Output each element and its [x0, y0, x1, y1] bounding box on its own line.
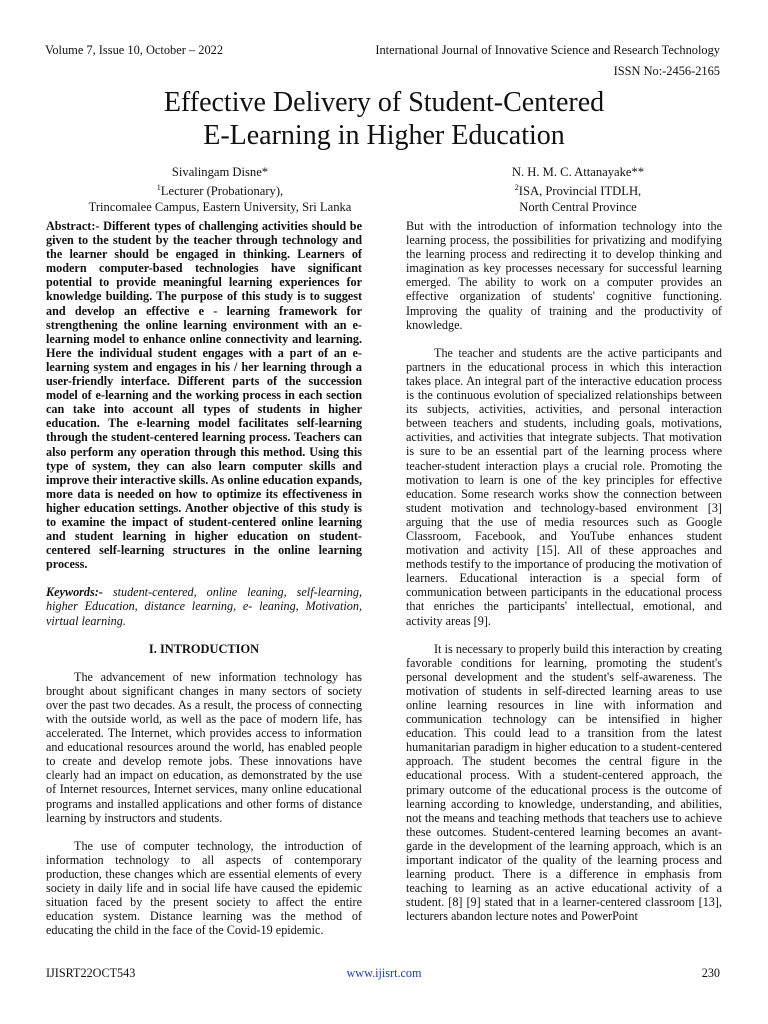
paper-title [0, 86, 768, 152]
keywords-label: Keywords:- [46, 585, 103, 600]
author-affiliation [428, 180, 728, 199]
abstract: Abstract:- Different types of challenging activities should be given to the student by the teacher through technology and the learner should be engaged in thinking. Learners of modern computer-based technologies have significant potential to provide meaningful learning experiences for knowledge building. The purpose of this study is to suggest and develop an effective e - learning framework for strengthening the online learning environment with an e-learning model to enhance online connectivity and learning. Here the individual student engages with a part of an e-learning system and engages in his / her learning through a user-friendly interface. Different parts of the succession model of e-learning and the working process in each section can take into account all types of students in higher education. The e-learning model facilitates self-learning through the student-centered learning process. Teachers can also perform any operation through this method. Using this type of system, they can also learn computer skills and improve their interactive skills. As online education expands, more data is needed on how to optimize its effectiveness in higher education settings. Another objective of this study is to examine the impact of student-centered online learning and student learning in higher education on student-centered self-learning structures in the online learning process. [46, 219, 362, 572]
author-block-2 [428, 164, 728, 215]
author-institution: North Central Province [519, 200, 637, 215]
affiliation-line: ISA, Provincial ITDLH, [518, 184, 642, 199]
author-affiliation [60, 180, 380, 199]
affiliation-marker: 2 [514, 183, 519, 192]
footer-paper-code: IJISRT22OCT543 [46, 966, 136, 980]
running-header-volume: Volume 7, Issue 10, October – 2022 [45, 43, 224, 57]
author-name: Sivalingam Disne* [171, 165, 269, 179]
right-column [406, 219, 722, 938]
author-name: N. H. M. C. Attanayake** [511, 165, 645, 179]
body-paragraph: The advancement of new information technology has brought about significant changes in many sectors of society over the past two decades. As a result, the process of connecting with the outside world, as well as the pace of modern life, has accelerated. The Internet, which provides access to information and educational resources around the world, has enabled people to create and develop remote jobs. These innovations have clearly had an impact on education, as demonstrated by the use of Internet resources, Internet services, many online educational programs and installed applications and other forms of distance learning by instructors and students. [46, 669, 362, 825]
body-paragraph: The use of computer technology, the introduction of information technology to all aspects of contemporary production, these changes which are essential elements of every society in daily life and in social life have caused the epidemic situation faced by the present society to affect the entire education system. Distance learning was the method of educating the child in the face of the Covid-19 epidemic. [46, 838, 362, 938]
footer-page-number: 230 [701, 966, 720, 980]
body-paragraph: But with the introduction of information technology into the learning process, the possibilities for privatizing and modifying the learning process and redirecting it to develop thinking and imagination as key processes necessary for successful learning emerged. The ability to work on a computer provides an effective organization of students' cognitive functioning. Improving the quality of training and the productivity of knowledge. [406, 219, 722, 332]
author-institution: Trincomalee Campus, Eastern University, Sri Lanka [88, 200, 352, 215]
left-column [46, 219, 362, 951]
body-paragraph: The teacher and students are the active participants and partners in the educational process in which this interaction takes place. An integral part of the interactive education process is the continuous evolution of specialized relationships between its subjects, activities, activities, and personal interaction between teachers and students, including goals, motivations, activities, and activities that integrate subjects. That motivation is sure to be an essential part of the learning process where teacher-student interaction plays a crucial role. Promoting the motivation to learn is one of the key principles for effective education. Some research works show the connection between student motivation and technology-based environment [3] arguing that the use of media resources such as Google Classroom, Facebook, and YouTube enhances student motivation and activity [15]. All of these approaches and methods testify to the importance of producing the motivation of learners. Educational interaction is a special form of communication between participants in the educational process that enriches the participants' intellectual, emotional, and activity areas [9]. [406, 345, 722, 628]
footer-website-link[interactable]: www.ijisrt.com [346, 966, 422, 980]
running-header-journal: International Journal of Innovative Science and Research Technology [375, 43, 720, 57]
keywords-text: student-centered, online leaning, self-learning, higher Education, distance learning, e- leaning, Motivation, virtual learning. [46, 585, 362, 628]
section-heading-introduction: I. INTRODUCTION [148, 641, 260, 656]
issn-number: ISSN No:-2456-2165 [613, 64, 720, 78]
affiliation-line: Lecturer (Probationary), [160, 184, 284, 199]
affiliation-marker: 1 [156, 183, 161, 192]
body-paragraph: It is necessary to properly build this interaction by creating favorable conditions for learning, promoting the student's personal development and the student's self-awareness. The motivation of students in self-directed learning areas to use online learning resources in line with information and communication technology can be intensified in higher education. This could lead to a transition from the latest humanitarian paradigm in higher education to a student-centered approach. The student becomes the central figure in the educational process. With a student-centered approach, the primary outcome of the educational process is the outcome of learning according to knowledge, understanding, and abilities, not the means and teaching methods that teachers use to achieve these outcomes. Student-centered learning becomes an avant-garde in the development of the learning approach, which is an important indicator of the quality of the learning process and learning product. There is a difference in emphasis from teaching to learning as an active educational activity of a student. [8] [9] stated that in a learner-centered classroom [13], lecturers abandon lecture notes and PowerPoint [406, 641, 722, 924]
title-line-1: Effective Delivery of Student-Centered [163, 87, 605, 118]
keywords [46, 585, 362, 627]
title-line-2: E-Learning in Higher Education [203, 120, 565, 151]
author-block-1 [60, 164, 380, 215]
